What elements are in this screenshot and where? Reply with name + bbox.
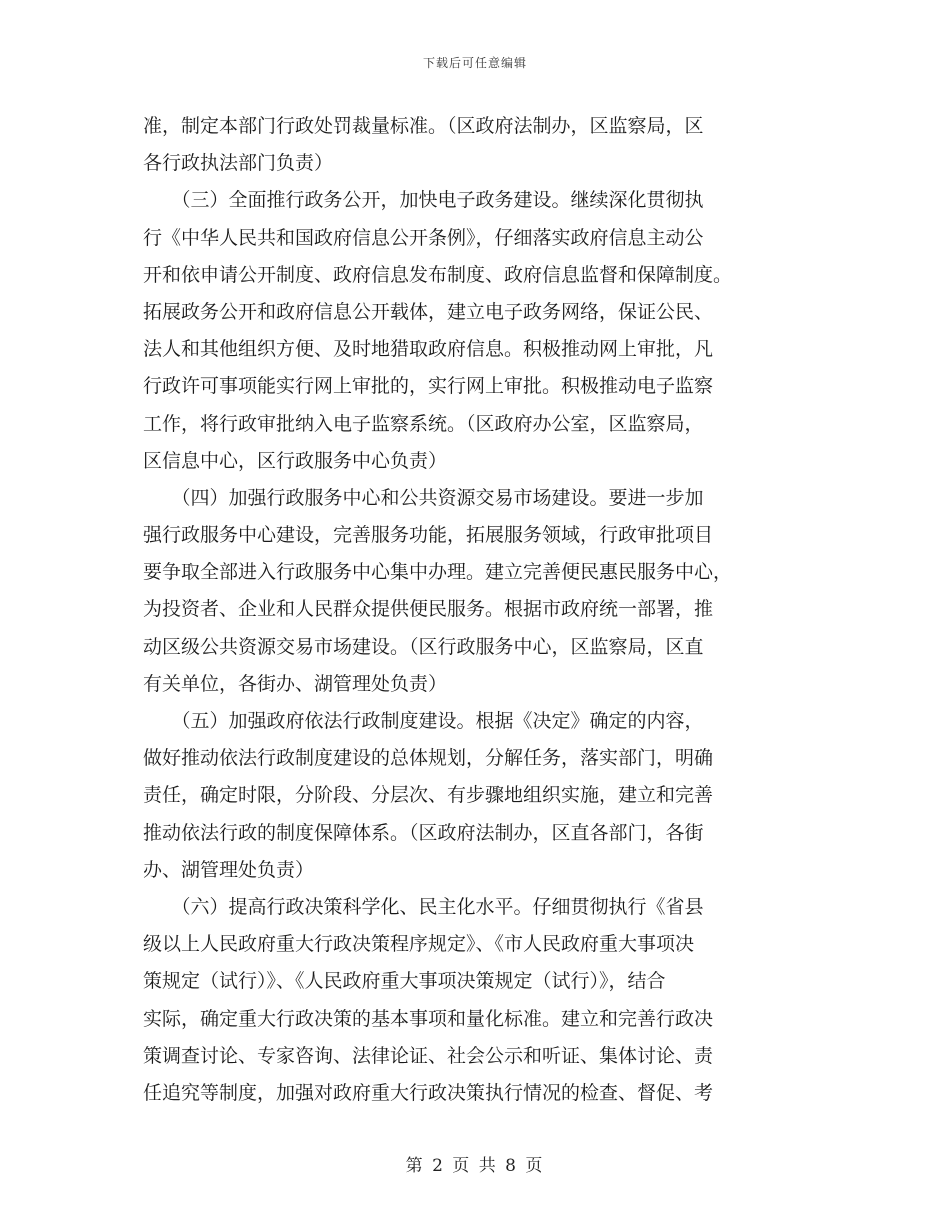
text-line: 做好推动依法行政制度建设的总体规划，分解任务，落实部门，明确	[143, 747, 714, 770]
text-line: 要争取全部进入行政服务中心集中办理。建立完善便民惠民服务中心，	[143, 561, 733, 584]
paragraph-section-5	[143, 703, 807, 889]
text-line: 办、湖管理处负责）	[143, 858, 315, 881]
text-line: 有关单位，各街办、湖管理处负责）	[143, 672, 448, 695]
text-line: 各行政执法部门负责）	[143, 152, 334, 175]
text-line: 工作，将行政审批纳入电子监察系统。（区政府办公室，区监察局，	[143, 412, 704, 435]
text-line: 任追究等制度，加强对政府重大行政决策执行情况的检查、督促、考	[143, 1081, 714, 1104]
text-line: 实际，确定重大行政决策的基本事项和量化标准。建立和完善行政决	[143, 1007, 714, 1030]
text-line: 行政许可事项能实行网上审批的，实行网上审批。积极推动电子监察	[143, 375, 714, 398]
text-line: （三）全面推行政务公开，加快电子政务建设。继续深化贯彻执	[143, 189, 704, 212]
text-line: 强行政服务中心建设，完善服务功能，拓展服务领域，行政审批项目	[143, 524, 714, 547]
paragraph-section-4	[143, 480, 807, 703]
page-number-footer: 第 2 页 共 8 页	[405, 1156, 545, 1176]
text-line: 为投资者、企业和人民群众提供便民服务。根据市政府统一部署，推	[143, 598, 714, 621]
text-line: 策调查讨论、专家咨询、法律论证、社会公示和听证、集体讨论、责	[143, 1044, 714, 1067]
text-line: 开和依申请公开制度、政府信息发布制度、政府信息监督和保障制度。	[143, 263, 733, 286]
text-line: 法人和其他组织方便、及时地猎取政府信息。积极推动网上审批，凡	[143, 338, 714, 361]
text-line: （四）加强行政服务中心和公共资源交易市场建设。要进一步加	[143, 486, 704, 509]
text-line: 级以上人民政府重大行政决策程序规定》、《市人民政府重大事项决	[143, 933, 695, 956]
paragraph-section-6	[143, 889, 807, 1112]
page-header-note: 下载后可任意编辑	[422, 56, 527, 70]
text-line: 推动依法行政的制度保障体系。（区政府法制办，区直各部门，各街	[143, 821, 704, 844]
text-line: 区信息中心，区行政服务中心负责）	[143, 449, 448, 472]
paragraph-section-3	[143, 182, 807, 480]
text-line: 策规定（试行）》、《人民政府重大事项决策规定（试行）》，结合	[143, 970, 666, 993]
text-line: 准，制定本部门行政处罚裁量标准。（区政府法制办，区监察局，区	[143, 115, 704, 137]
text-line: 拓展政务公开和政府信息公开载体，建立电子政务网络，保证公民、	[143, 300, 714, 323]
text-line: 行《中华人民共和国政府信息公开条例》，仔细落实政府信息主动公	[143, 226, 704, 249]
text-line: 动区级公共资源交易市场建设。（区行政服务中心，区监察局，区直	[143, 635, 704, 658]
paragraph-continuation	[143, 108, 807, 182]
text-line: 责任，确定时限，分阶段、分层次、有步骤地组织实施，建立和完善	[143, 784, 714, 807]
document-body	[143, 108, 807, 1112]
text-line: （六）提高行政决策科学化、民主化水平。仔细贯彻执行《省县	[143, 895, 704, 918]
text-line: （五）加强政府依法行政制度建设。根据《决定》确定的内容，	[143, 710, 704, 732]
